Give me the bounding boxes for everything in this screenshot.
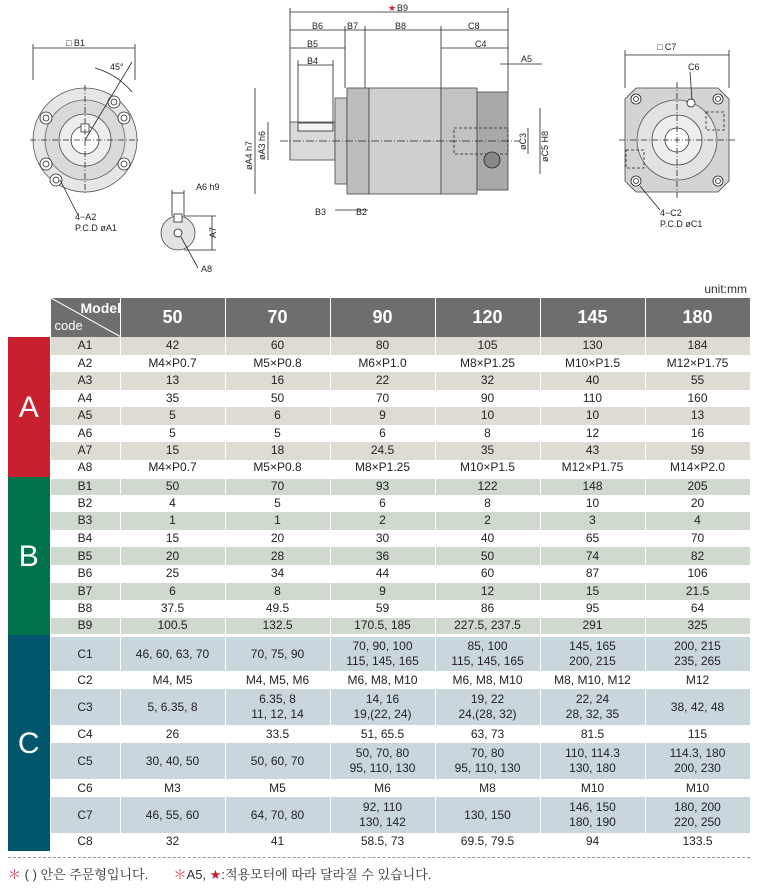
table-cell: 5 [225,425,330,443]
table-row [8,725,750,743]
table-cell: M5×P0.8 [225,355,330,373]
table-cell: 5 [225,495,330,513]
table-row [8,337,750,355]
table-cell: 35 [435,442,540,460]
table-cell: 12 [540,425,645,443]
table-cell: 92, 110 130, 142 [330,797,435,833]
table-cell: 16 [645,425,750,443]
table-cell: 86 [435,600,540,618]
table-cell: M6, M8, M10 [330,671,435,689]
table-header-row [8,298,750,337]
side-view-drawing [255,8,542,210]
table-cell: 170.5, 185 [330,618,435,636]
table-cell: 18 [225,442,330,460]
table-cell: 122 [435,477,540,495]
table-cell: 55 [645,372,750,390]
model-header-label: Model [80,300,121,316]
table-row [8,477,750,495]
table-cell: 42 [120,337,225,355]
table-row [8,600,750,618]
footnote-text-2: A5, [186,867,207,882]
table-cell: M6, M8, M10 [435,671,540,689]
shaft-a8-label: A8 [201,264,213,274]
rear-c6-label: C6 [688,62,700,72]
table-cell: 145, 165 200, 215 [540,635,645,671]
table-cell: 93 [330,477,435,495]
table-cell: 106 [645,565,750,583]
table-cell: 69.5, 79.5 [435,833,540,851]
front-pcd-label: P.C.D øA1 [75,223,117,233]
table-cell: 50 [225,390,330,408]
table-cell: 95 [540,600,645,618]
table-cell: 5 [120,425,225,443]
table-cell: 64 [645,600,750,618]
model-header-70: 70 [225,298,330,337]
table-cell: 81.5 [540,725,645,743]
table-cell: 9 [330,583,435,601]
row-code: B6 [50,565,120,583]
table-cell: 10 [540,495,645,513]
table-cell: 16 [225,372,330,390]
row-code: C8 [50,833,120,851]
table-cell: 34 [225,565,330,583]
table-row [8,797,750,833]
row-code: B1 [50,477,120,495]
table-cell: 10 [540,407,645,425]
table-cell: 44 [330,565,435,583]
table-cell: 291 [540,618,645,636]
side-b5-label: B5 [307,39,319,49]
row-code: B9 [50,618,120,636]
shaft-a6-label: A6 h9 [196,182,220,192]
table-cell: 21.5 [645,583,750,601]
code-header-label: code [54,318,83,333]
table-cell: 6 [330,495,435,513]
table-cell: 110 [540,390,645,408]
row-code: B8 [50,600,120,618]
header-spacer [8,298,50,337]
row-code: C4 [50,725,120,743]
row-code: C2 [50,671,120,689]
footnote-mark-2: ＊ [173,867,187,882]
table-cell: 30 [330,530,435,548]
table-cell: 6 [330,425,435,443]
table-cell: 40 [435,530,540,548]
table-cell: 6 [120,583,225,601]
row-code: B7 [50,583,120,601]
side-c4-label: C4 [475,39,487,49]
table-cell: M6×P1.0 [330,355,435,373]
row-code: A3 [50,372,120,390]
table-row [8,512,750,530]
table-cell: 74 [540,547,645,565]
model-header-90: 90 [330,298,435,337]
group-C-label: C [8,635,50,851]
row-code: A2 [50,355,120,373]
row-code: B2 [50,495,120,513]
table-cell: M12 [645,671,750,689]
table-cell: 130 [540,337,645,355]
table-row [8,407,750,425]
table-cell: 10 [435,407,540,425]
side-b6-label: B6 [312,21,324,31]
table-cell: 200, 215 235, 265 [645,635,750,671]
footnote-divider [8,857,750,858]
table-cell: M4, M5, M6 [225,671,330,689]
model-header-50: 50 [120,298,225,337]
table-row [8,635,750,671]
table-cell: 227.5, 237.5 [435,618,540,636]
footnote-mark-1: ＊ [8,867,22,882]
side-b9-label: B9 [397,3,409,13]
table-row [8,442,750,460]
row-code: B3 [50,512,120,530]
row-code: C7 [50,797,120,833]
rear-c7-label: □ C7 [657,42,677,52]
dimension-spec-table [8,298,751,853]
table-cell: 32 [120,833,225,851]
table-cell: M4×P0.7 [120,460,225,478]
table-cell: 115 [645,725,750,743]
side-c3-label: øC3 [518,132,528,150]
side-b7-label: B7 [347,21,359,31]
table-cell: 37.5 [120,600,225,618]
table-row [8,743,750,779]
table-row [8,460,750,478]
table-row [8,530,750,548]
model-header-180: 180 [645,298,750,337]
table-row [8,355,750,373]
table-cell: 130, 150 [435,797,540,833]
model-header-120: 120 [435,298,540,337]
table-cell: M4×P0.7 [120,355,225,373]
table-cell: 50 [120,477,225,495]
table-cell: 4 [120,495,225,513]
table-cell: 20 [645,495,750,513]
table-cell: M12×P1.75 [540,460,645,478]
rear-pcd-label: P.C.D øC1 [660,219,703,229]
table-cell: 5 [120,407,225,425]
table-cell: 82 [645,547,750,565]
table-cell: 64, 70, 80 [225,797,330,833]
table-cell: 50, 70, 80 95, 110, 130 [330,743,435,779]
table-cell: 133.5 [645,833,750,851]
table-cell: 50, 60, 70 [225,743,330,779]
table-cell: M12×P1.75 [645,355,750,373]
table-cell: 43 [540,442,645,460]
table-cell: 146, 150 180, 190 [540,797,645,833]
table-cell: 25 [120,565,225,583]
table-cell: 8 [435,425,540,443]
row-code: A1 [50,337,120,355]
side-b3-label: B3 [315,207,327,217]
table-cell: 36 [330,547,435,565]
table-cell: 50 [435,547,540,565]
table-row [8,425,750,443]
table-cell: 148 [540,477,645,495]
front-angle-label: 45° [110,62,124,72]
table-row [8,547,750,565]
table-cell: 12 [435,583,540,601]
unit-label: unit:mm [704,282,747,296]
table-cell: M5×P0.8 [225,460,330,478]
table-cell: 33.5 [225,725,330,743]
table-cell: 1 [120,512,225,530]
table-cell: 70 [645,530,750,548]
table-cell: 87 [540,565,645,583]
table-cell: 22, 24 28, 32, 35 [540,689,645,725]
table-cell: M14×P2.0 [645,460,750,478]
side-b9-star: ★ [388,3,397,13]
model-header-145: 145 [540,298,645,337]
table-cell: M8 [435,779,540,797]
table-cell: 20 [225,530,330,548]
table-cell: 160 [645,390,750,408]
table-cell: 38, 42, 48 [645,689,750,725]
table-cell: 70, 90, 100 115, 145, 165 [330,635,435,671]
table-cell: 46, 55, 60 [120,797,225,833]
table-cell: 8 [225,583,330,601]
side-c8-label: C8 [468,21,480,31]
footnote-star: ★ [209,867,222,882]
row-code: A6 [50,425,120,443]
row-code: A7 [50,442,120,460]
table-cell: 184 [645,337,750,355]
table-cell: 325 [645,618,750,636]
table-cell: 100.5 [120,618,225,636]
table-row [8,565,750,583]
table-cell: 59 [330,600,435,618]
table-cell: 19, 22 24,(28, 32) [435,689,540,725]
table-cell: M8×P1.25 [435,355,540,373]
table-cell: 40 [540,372,645,390]
table-cell: 2 [330,512,435,530]
table-row [8,583,750,601]
table-cell: 205 [645,477,750,495]
row-code: C6 [50,779,120,797]
table-cell: M10×P1.5 [435,460,540,478]
table-cell: M10 [540,779,645,797]
table-cell: 28 [225,547,330,565]
table-cell: 51, 65.5 [330,725,435,743]
table-cell: 35 [120,390,225,408]
table-cell: 59 [645,442,750,460]
table-cell: 6 [225,407,330,425]
row-code: C5 [50,743,120,779]
table-cell: 70 [330,390,435,408]
table-cell: 94 [540,833,645,851]
table-cell: 22 [330,372,435,390]
table-cell: M4, M5 [120,671,225,689]
table-cell: M6 [330,779,435,797]
table-cell: 13 [120,372,225,390]
table-cell: 9 [330,407,435,425]
table-cell: M10 [645,779,750,797]
table-cell: 20 [120,547,225,565]
shaft-a7-label: A7 [208,226,218,238]
table-cell: 46, 60, 63, 70 [120,635,225,671]
table-cell: 70, 75, 90 [225,635,330,671]
table-cell: 110, 114.3 130, 180 [540,743,645,779]
dimension-drawings [0,0,758,282]
row-code: B5 [50,547,120,565]
table-cell: 30, 40, 50 [120,743,225,779]
table-cell: 32 [435,372,540,390]
row-code: A4 [50,390,120,408]
side-b4-label: B4 [307,56,319,66]
side-a3-label: øA3 h6 [257,130,267,160]
table-cell: 90 [435,390,540,408]
table-cell: 41 [225,833,330,851]
table-cell: 60 [435,565,540,583]
row-code: A5 [50,407,120,425]
table-cell: 5, 6.35, 8 [120,689,225,725]
table-row [8,671,750,689]
table-cell: 15 [120,530,225,548]
side-b2-label: B2 [356,207,368,217]
table-cell: 105 [435,337,540,355]
footnote [8,864,431,883]
table-cell: 60 [225,337,330,355]
table-cell: M8×P1.25 [330,460,435,478]
table-cell: 63, 73 [435,725,540,743]
table-cell: 14, 16 19,(22, 24) [330,689,435,725]
table-cell: 1 [225,512,330,530]
footnote-text-3: :적용모터에 따라 달라질 수 있습니다. [221,867,432,882]
table-cell: 114.3, 180 200, 230 [645,743,750,779]
table-cell: 8 [435,495,540,513]
table-row [8,618,750,636]
table-cell: 2 [435,512,540,530]
side-a5-label: A5 [521,54,533,64]
table-cell: 6.35, 8 11, 12, 14 [225,689,330,725]
table-cell: 180, 200 220, 250 [645,797,750,833]
rear-c2-label: 4−C2 [660,208,682,218]
table-row [8,390,750,408]
table-cell: 70, 80 95, 110, 130 [435,743,540,779]
table-cell: 13 [645,407,750,425]
group-B-label: B [8,477,50,635]
table-cell: 4 [645,512,750,530]
model-code-header [50,298,120,337]
row-code: B4 [50,530,120,548]
table-cell: 49.5 [225,600,330,618]
side-b8-label: B8 [395,21,407,31]
table-cell: M5 [225,779,330,797]
side-a4-label: øA4 h7 [244,140,254,170]
row-code: C3 [50,689,120,725]
footnote-text-1: ( ) 안은 주문형입니다. [24,867,149,882]
table-row [8,372,750,390]
table-cell: M8, M10, M12 [540,671,645,689]
table-cell: M3 [120,779,225,797]
table-cell: 15 [540,583,645,601]
front-b1-label: □ B1 [66,38,85,48]
table-cell: 24.5 [330,442,435,460]
table-cell: 80 [330,337,435,355]
table-cell: 26 [120,725,225,743]
table-cell: 15 [120,442,225,460]
row-code: C1 [50,635,120,671]
table-cell: 132.5 [225,618,330,636]
table-row [8,495,750,513]
table-row [8,689,750,725]
table-cell: M10×P1.5 [540,355,645,373]
group-A-label: A [8,337,50,477]
rear-view-drawing [619,50,735,210]
table-row [8,779,750,797]
row-code: A8 [50,460,120,478]
table-cell: 70 [225,477,330,495]
table-row [8,833,750,851]
table-cell: 65 [540,530,645,548]
table-cell: 58.5, 73 [330,833,435,851]
table-cell: 85, 100 115, 145, 165 [435,635,540,671]
side-c5-label: øC5 H8 [540,130,550,162]
table-cell: 3 [540,512,645,530]
front-a2-label: 4−A2 [75,212,97,222]
